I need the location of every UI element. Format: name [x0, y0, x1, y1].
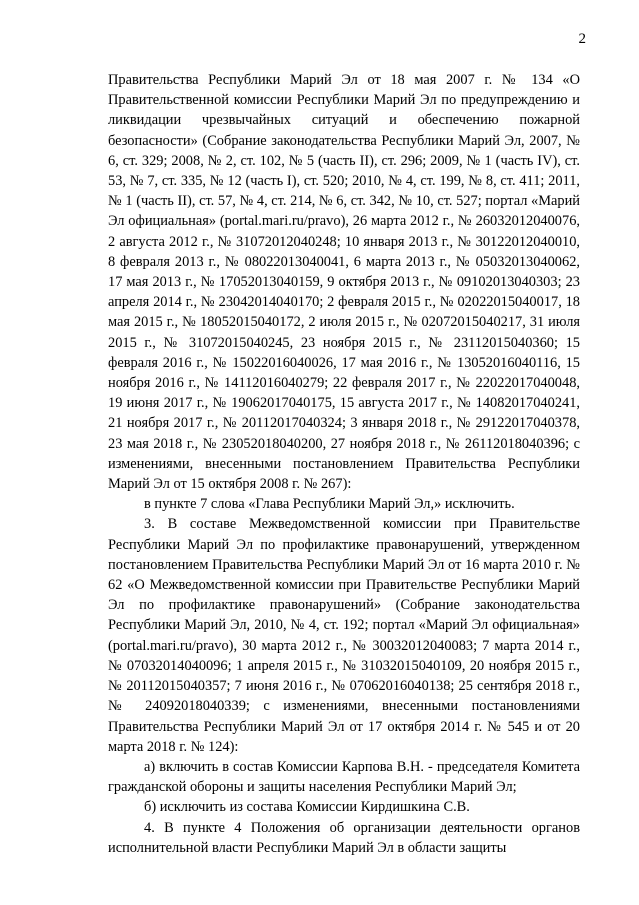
paragraph-item-4: 4. В пункте 4 Положения об организации деятельности органов исполнительной власти Республики Марий Эл в области защиты: [108, 819, 580, 856]
paragraph-subitem-b: б) исключить из состава Комиссии Кирдишкина С.В.: [144, 799, 470, 816]
paragraph-clause-7: в пункте 7 слова «Глава Республики Марий Эл,» исключить.: [144, 496, 515, 513]
paragraph-subitem-a: а) включить в состав Комиссии Карпова В.Н. - председателя Комитета гражданской обороны и защиты населения Республики Марий Эл;: [108, 758, 580, 796]
page-number: 2: [578, 31, 586, 47]
paragraph-commission-emergency: Правительства Республики Марий Эл от 18 мая 2007 г. № 134 «О Правительственной комиссии Республики Марий Эл по предупреждению и ликвидации чрезвычайных ситуаций и обеспечению пожарной безопасности» (Собрание законодательства Республики Марий Эл, 2007, № 6, ст. 329; 2008, № 2, ст. 102, № 5 (часть II), ст. 296; 2009, № 1 (часть IV), ст. 53, № 7, ст. 335, № 12 (часть I), ст. 520; 2010, № 4, ст. 199, № 8, ст. 411; 2011, № 1 (часть II), ст. 57, № 4, ст. 214, № 6, ст. 342, № 10, ст. 527; портал «Марий Эл официальная» (portal.mari.ru/pravo), 26 марта 2012 г., № 26032012040076, 2 августа 2012 г., № 31072012040248; 10 января 2013 г., № 30122012040010, 8 февраля 2013 г., № 08022013040041, 6 марта 2013 г., № 05032013040062, 17 мая 2013 г., № 17052013040159, 9 октября 2013 г., № 09102013040303; 23 апреля 2014 г., № 23042014040170; 2 февраля 2015 г., № 02022015040017, 18 мая 2015 г., № 18052015040172, 2 июля 2015 г., № 02072015040217, 31 июля 2015 г., № 31072015040245, 23 ноября 2015 г., № 23112015040360; 15 февраля 2016 г., № 15022016040026, 17 мая 2016 г., № 13052016040116, 15 ноября 2016 г., № 14112016040279; 22 февраля 2017 г., № 22022017040048, 19 июня 2017 г., № 19062017040175, 15 августа 2017 г., № 14082017040241, 21 ноября 2017 г., № 20112017040324; 3 января 2018 г., № 29122017040378, 23 мая 2018 г., № 23052018040200, 27 ноября 2018 г., № 26112018040396; с изменениями, внесенными постановлением Правительства Республики Марий Эл от 15 октября 2008 г. № 267):: [108, 72, 580, 493]
document-body: [108, 70, 580, 858]
paragraph-item-3: 3. В составе Межведомственной комиссии при Правительстве Республики Марий Эл по профилактике правонарушений, утвержденном постановлением Правительства Республики Марий Эл от 16 марта 2010 г. № 62 «О Межведомственной комиссии при Правительстве Республики Марий Эл по профилактике правонарушений» (Собрание законодательства Республики Марий Эл, 2010, № 4, ст. 192; портал «Марий Эл официальная» (portal.mari.ru/pravo), 30 марта 2012 г., № 30032012040083; 7 марта 2014 г., № 07032014040096; 1 апреля 2015 г., № 31032015040109, 20 ноября 2015 г., № 20112015040357; 7 июня 2016 г., № 07062016040138; 25 сентября 2018 г., № 24092018040339; с изменениями, внесенными постановлениями Правительства Республики Марий Эл от 17 октября 2014 г. № 545 и от 20 марта 2018 г. № 124):: [108, 516, 580, 755]
